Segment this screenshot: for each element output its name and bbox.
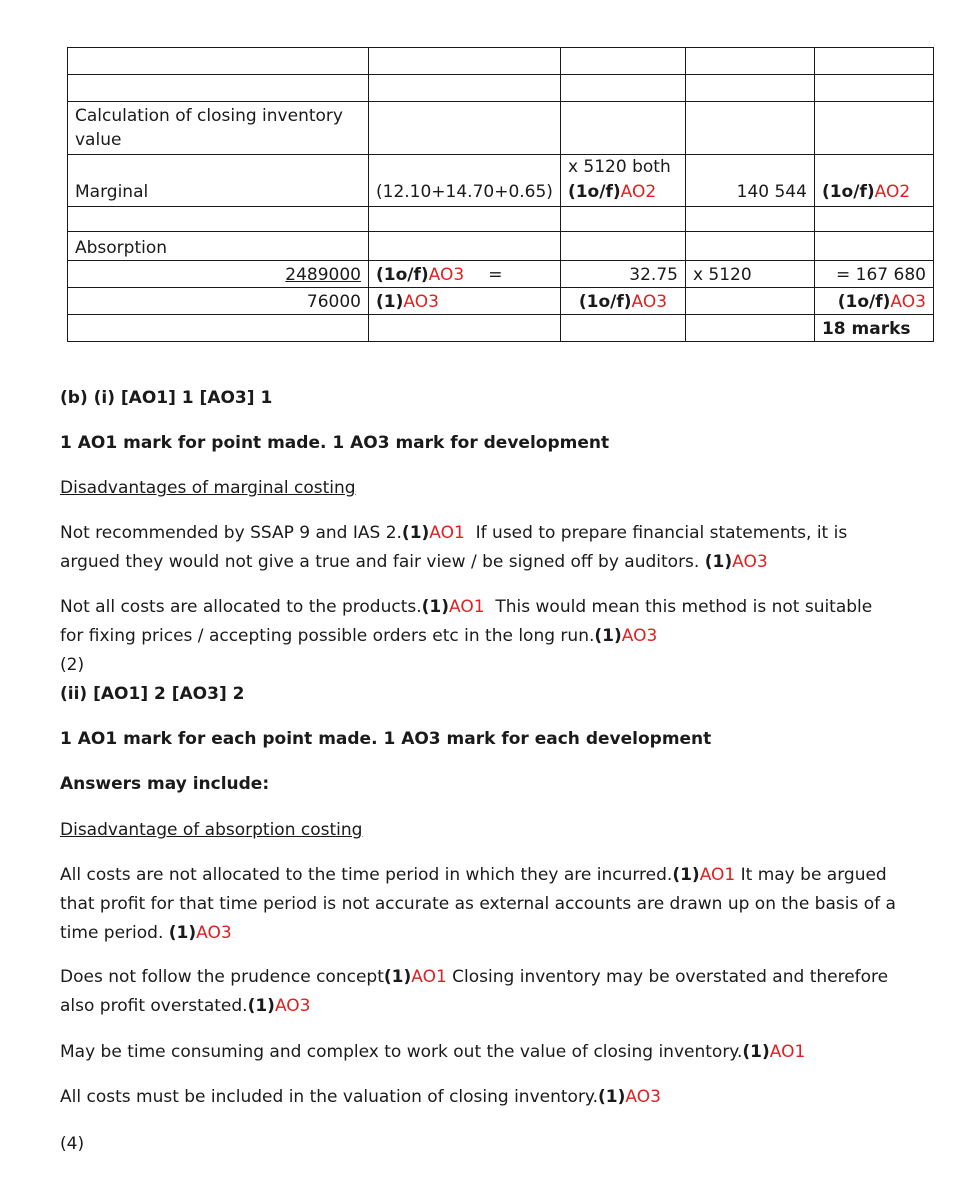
absorption-mark-d: (1o/f)AO3 <box>814 288 933 315</box>
marginal-multiplier-cell <box>560 155 685 207</box>
table-row <box>68 75 934 102</box>
calc-label: Calculation of closing inventory value <box>68 102 369 155</box>
marginal-formula: (12.10+14.70+0.65) <box>369 155 561 207</box>
marginal-mark2: (1o/f)AO2 <box>814 155 933 207</box>
table-row <box>68 288 934 315</box>
absorption-label: Absorption <box>68 232 369 261</box>
marginal-mark1: (1o/f)AO2 <box>567 182 657 202</box>
paragraph-b-ii-1: All costs are not allocated to the time period in which they are incurred.(1)AO1 It may be argued that profit for that time period is not accurate as external accounts are drawn up on the basis of a time period. (1)AO3 <box>60 865 902 943</box>
part-b-i-total: (2) <box>60 655 85 675</box>
table-row <box>68 155 934 207</box>
part-b-ii-rule: 1 AO1 mark for each point made. 1 AO3 mark for each development <box>60 729 712 749</box>
paragraph-b-i-2: Not all costs are allocated to the products.(1)AO1 This would mean this method is not suitable for fixing prices / accepting possible orders etc in the long run.(1)AO3 <box>60 597 878 646</box>
marginal-label: Marginal <box>68 155 369 207</box>
absorption-mark-c: (1o/f)AO3 <box>560 288 685 315</box>
absorption-result: = 167 680 <box>814 261 933 288</box>
table-row <box>68 261 934 288</box>
table-row <box>68 48 934 75</box>
marginal-multiplier: x 5120 both <box>567 157 671 177</box>
part-b-i-rule: 1 AO1 mark for point made. 1 AO3 mark for development <box>60 433 610 453</box>
table-row <box>68 232 934 261</box>
part-b-ii-subheading: Disadvantage of absorption costing <box>60 820 363 840</box>
part-b-ii-answers: Answers may include: <box>60 774 270 794</box>
absorption-numerator: 2489000 <box>68 261 369 288</box>
absorption-rate: 32.75 <box>560 261 685 288</box>
part-b-i-subheading: Disadvantages of marginal costing <box>60 478 356 498</box>
part-b-ii-heading: (ii) [AO1] 2 [AO3] 2 <box>60 684 245 704</box>
table-row <box>68 102 934 155</box>
paragraph-b-ii-3: May be time consuming and complex to work out the value of closing inventory.(1)AO1 <box>60 1042 806 1062</box>
absorption-multiplier: x 5120 <box>685 261 814 288</box>
absorption-mark-a: (1o/f)AO3 = <box>369 261 561 288</box>
absorption-mark-b: (1)AO3 <box>369 288 561 315</box>
absorption-denominator: 76000 <box>68 288 369 315</box>
total-marks: 18 marks <box>814 315 933 342</box>
part-b-i-heading: (b) (i) [AO1] 1 [AO3] 1 <box>60 388 273 408</box>
marginal-value: 140 544 <box>685 155 814 207</box>
paragraph-b-i-1: Not recommended by SSAP 9 and IAS 2.(1)AO1 If used to prepare financial statements, it is argued they would not give a true and fair view / be signed off by auditors. (1)AO3 <box>60 523 853 572</box>
paragraph-b-ii-4: All costs must be included in the valuation of closing inventory.(1)AO3 <box>60 1087 661 1107</box>
table-row <box>68 207 934 232</box>
paragraph-b-ii-2: Does not follow the prudence concept(1)AO1 Closing inventory may be overstated and therefore also profit overstated.(1)AO3 <box>60 967 894 1016</box>
mark-scheme-table <box>67 47 934 342</box>
table-row <box>68 315 934 342</box>
part-b-ii-total: (4) <box>60 1134 85 1154</box>
